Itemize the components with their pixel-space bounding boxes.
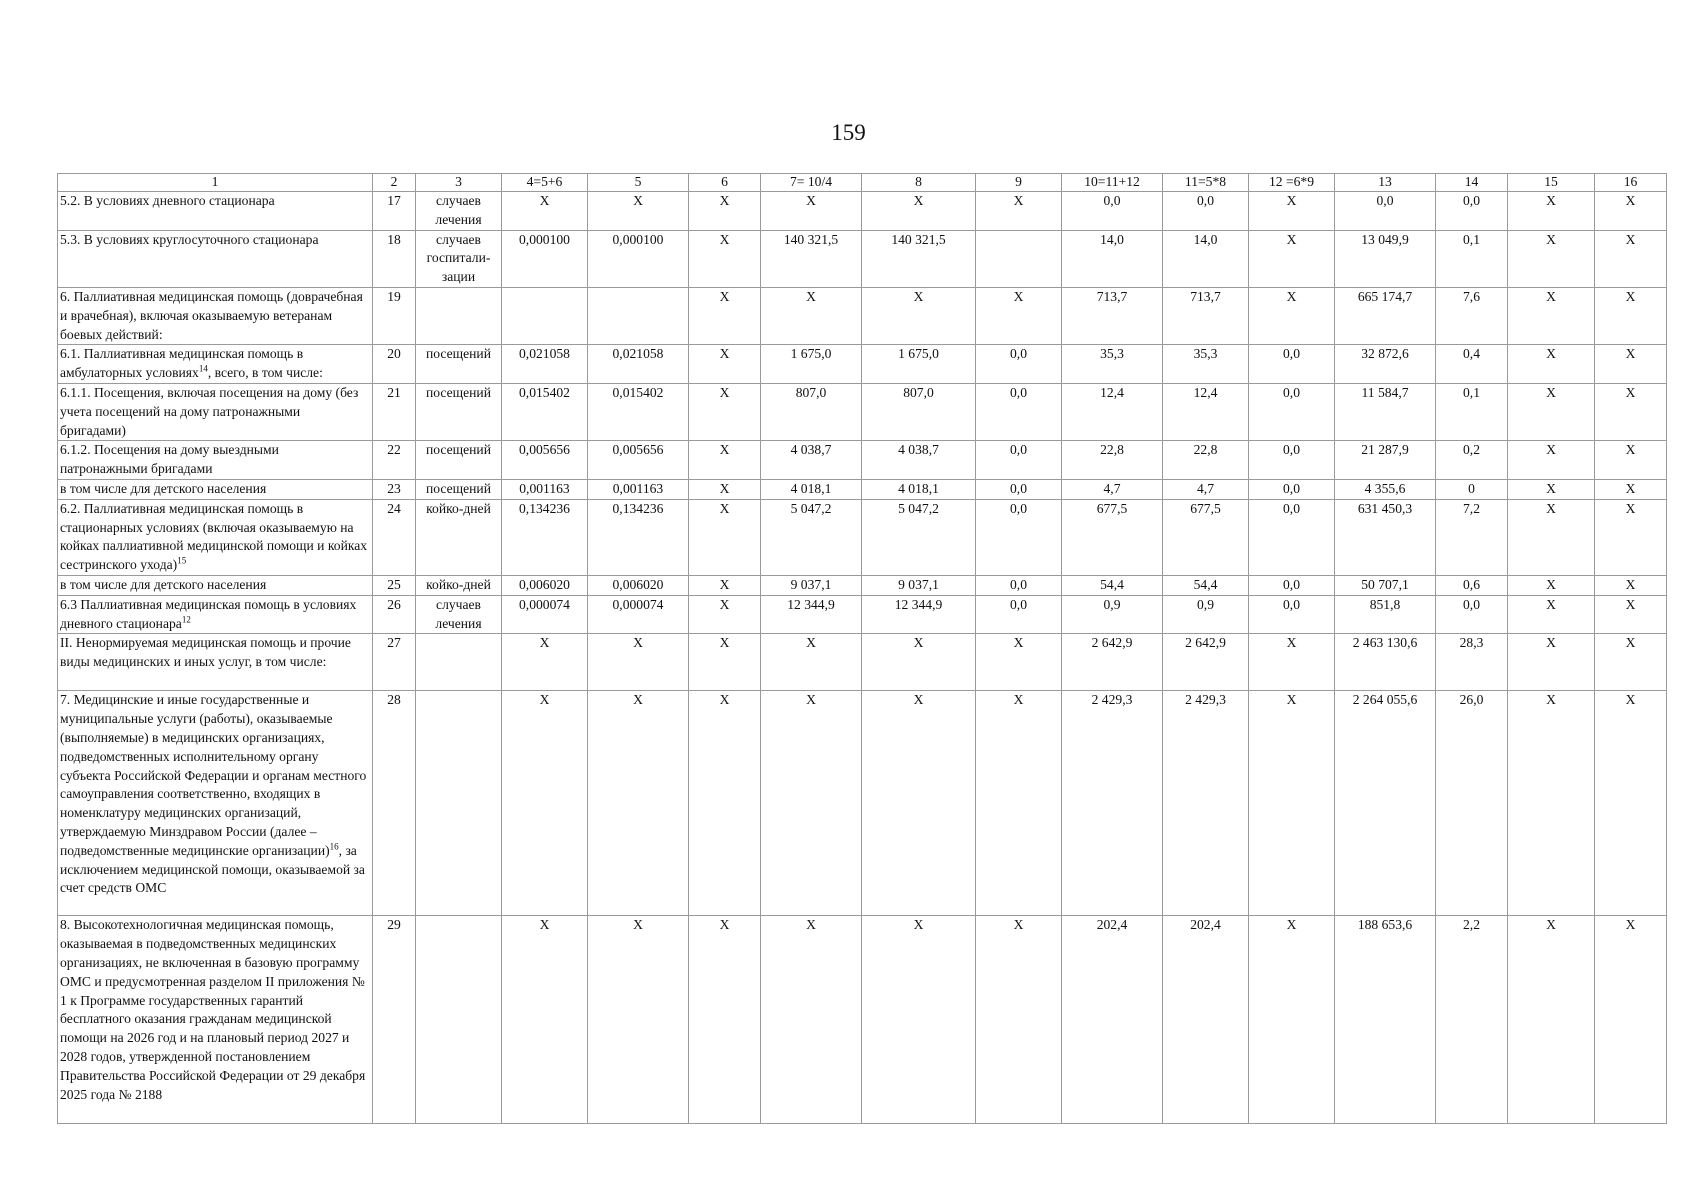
cell-c10: 202,4 [1062,916,1163,1124]
cell-c4: X [502,634,588,691]
cell-code: 29 [373,916,416,1124]
cell-c7: X [761,634,862,691]
cell-c15: X [1508,383,1595,440]
cell-code: 22 [373,441,416,480]
cell-c8: X [862,287,976,344]
cell-c4: 0,005656 [502,441,588,480]
row-name [58,192,373,231]
cell-c10: 54,4 [1062,575,1163,595]
table-row [58,287,1667,344]
row-name [58,383,373,440]
cell-c16: X [1595,595,1667,634]
header-cell: 10=11+12 [1062,174,1163,192]
row-name-text: 6.1. Паллиативная медицинская помощь в амбулаторных условиях [60,346,304,381]
cell-c11: 2 642,9 [1163,634,1249,691]
cell-c10: 713,7 [1062,287,1163,344]
cell-c14: 26,0 [1436,691,1508,916]
row-name-tail: , всего, в том числе: [207,365,323,381]
cell-c4: X [502,916,588,1124]
cell-c15: X [1508,691,1595,916]
cell-unit [416,634,502,691]
cell-code: 23 [373,479,416,499]
cell-c7: 9 037,1 [761,575,862,595]
cell-c9: 0,0 [976,479,1062,499]
cell-unit: случаев госпитали-зации [416,230,502,287]
cell-c6: X [689,479,761,499]
table-row [58,345,1667,384]
row-name-text: II. Ненормируемая медицинская помощь и прочие виды медицинских и иных услуг, в том числе: [60,635,351,670]
cell-c10: 2 642,9 [1062,634,1163,691]
cell-c4: 0,015402 [502,383,588,440]
cell-c13: 13 049,9 [1335,230,1436,287]
cell-c11: 54,4 [1163,575,1249,595]
header-cell: 8 [862,174,976,192]
cell-c14: 0,0 [1436,192,1508,231]
table-row [58,595,1667,634]
cell-c5: X [588,691,689,916]
header-cell: 6 [689,174,761,192]
cell-c6: X [689,691,761,916]
cell-c5: X [588,634,689,691]
cell-c14: 7,6 [1436,287,1508,344]
row-name-text: 6.1.1. Посещения, включая посещения на дому (без учета посещений на дому патронажными бригадами) [60,384,359,438]
cell-c7: 140 321,5 [761,230,862,287]
cell-unit: посещений [416,345,502,384]
cell-c14: 28,3 [1436,634,1508,691]
row-name-tail: , за исключением медицинской помощи, оказываемой за счет средств ОМС [60,842,365,896]
cell-c14: 2,2 [1436,916,1508,1124]
row-name [58,230,373,287]
cell-c13: 11 584,7 [1335,383,1436,440]
cell-c12: X [1249,916,1335,1124]
cell-c13: 50 707,1 [1335,575,1436,595]
row-name [58,287,373,344]
cell-c15: X [1508,287,1595,344]
cell-c9: X [976,691,1062,916]
cell-unit: койко-дней [416,499,502,575]
cell-c5: X [588,192,689,231]
cell-c9: 0,0 [976,383,1062,440]
cell-c11: 4,7 [1163,479,1249,499]
cell-c10: 12,4 [1062,383,1163,440]
cell-c6: X [689,345,761,384]
cell-c16: X [1595,287,1667,344]
cell-unit: случаев лечения [416,595,502,634]
row-name-text: 8. Высокотехнологичная медицинская помощь, оказываемая в подведомственных медицинских организациях, не включенная в базовую программу ОМС и предусмотренная разделом II приложения № 1 к Программе государственных гарантий бесплатного оказания гражданам медицинской помощи на 2026 год и на плановый период 2027 и 2028 годов, утвержденной постановлением Правительства Российской Федерации от 29 декабря 2025 года № 2188 [60,917,366,1102]
row-name-text: 5.3. В условиях круглосуточного стационара [60,231,319,247]
cell-c16: X [1595,192,1667,231]
cell-c12: X [1249,691,1335,916]
header-cell: 4=5+6 [502,174,588,192]
cell-c10: 14,0 [1062,230,1163,287]
cell-c13: 665 174,7 [1335,287,1436,344]
cell-c15: X [1508,230,1595,287]
header-cell: 1 [58,174,373,192]
cell-c14: 0,1 [1436,383,1508,440]
cell-c10: 22,8 [1062,441,1163,480]
header-cell: 5 [588,174,689,192]
cell-c13: 21 287,9 [1335,441,1436,480]
cell-c5: 0,001163 [588,479,689,499]
cell-c5: 0,000100 [588,230,689,287]
table-row [58,383,1667,440]
cell-c7: 5 047,2 [761,499,862,575]
cell-c14: 0,6 [1436,575,1508,595]
table-row [58,499,1667,575]
cell-c15: X [1508,575,1595,595]
cell-c12: 0,0 [1249,441,1335,480]
cell-c9: X [976,634,1062,691]
row-name-text: 6.2. Паллиативная медицинская помощь в стационарных условиях (включая оказываемую на койках паллиативной медицинской помощи и койках сестринского ухода) [60,500,368,573]
cell-code: 27 [373,634,416,691]
cell-c7: X [761,287,862,344]
cell-c15: X [1508,441,1595,480]
cell-c8: X [862,916,976,1124]
header-cell: 14 [1436,174,1508,192]
header-cell: 11=5*8 [1163,174,1249,192]
page-number: 159 [831,120,866,145]
cell-c14: 0,1 [1436,230,1508,287]
cell-c13: 188 653,6 [1335,916,1436,1124]
cell-c10: 4,7 [1062,479,1163,499]
cell-c11: 677,5 [1163,499,1249,575]
cell-c14: 0,0 [1436,595,1508,634]
cell-c7: X [761,691,862,916]
cell-c9: X [976,287,1062,344]
cell-c6: X [689,595,761,634]
cell-c12: 0,0 [1249,595,1335,634]
table-row [58,691,1667,916]
row-name [58,691,373,916]
cell-c16: X [1595,230,1667,287]
header-cell: 7= 10/4 [761,174,862,192]
cell-c4: X [502,192,588,231]
cell-c13: 631 450,3 [1335,499,1436,575]
table-row [58,192,1667,231]
footnote-ref: 16 [329,841,339,852]
cell-c8: 12 344,9 [862,595,976,634]
cell-c4: 0,006020 [502,575,588,595]
cell-unit: посещений [416,383,502,440]
cell-c5 [588,287,689,344]
cell-c4: 0,021058 [502,345,588,384]
cell-unit [416,691,502,916]
header-cell: 15 [1508,174,1595,192]
cell-c13: 2 463 130,6 [1335,634,1436,691]
cell-c16: X [1595,916,1667,1124]
cell-c5: 0,005656 [588,441,689,480]
cell-c13: 2 264 055,6 [1335,691,1436,916]
row-name-text: 6.1.2. Посещения на дому выездными патронажными бригадами [60,442,279,477]
cell-c6: X [689,287,761,344]
row-name [58,441,373,480]
cell-code: 21 [373,383,416,440]
cell-c12: 0,0 [1249,499,1335,575]
cell-c10: 0,0 [1062,192,1163,231]
cell-c6: X [689,634,761,691]
row-name-text: в том числе для детского населения [60,576,267,592]
row-name [58,575,373,595]
cell-c8: 9 037,1 [862,575,976,595]
cell-c4: X [502,691,588,916]
cell-c9: 0,0 [976,575,1062,595]
cell-c13: 4 355,6 [1335,479,1436,499]
cell-c12: X [1249,634,1335,691]
row-name-text: 7. Медицинские и иные государственные и муниципальные услуги (работы), оказываемые (выполняемые) в медицинских организациях, подведомственных исполнительному органу субъекта Российской Федерации и органам местного самоуправления соответственно, входящих в номенклатуру медицинских организаций, утверждаемую Минздравом России (далее – подведомственные медицинские организации) [60,692,367,858]
cell-c8: X [862,634,976,691]
cell-c15: X [1508,499,1595,575]
cell-c10: 35,3 [1062,345,1163,384]
cell-code: 25 [373,575,416,595]
cell-code: 19 [373,287,416,344]
cell-c12: X [1249,287,1335,344]
cell-c12: 0,0 [1249,479,1335,499]
table-row [58,441,1667,480]
cell-c11: 0,0 [1163,192,1249,231]
header-cell: 2 [373,174,416,192]
cell-c9 [976,230,1062,287]
footnote-ref: 15 [177,555,187,566]
cell-c7: 4 038,7 [761,441,862,480]
header-cell: 9 [976,174,1062,192]
cell-c8: 807,0 [862,383,976,440]
table-row [58,479,1667,499]
table-row [58,634,1667,691]
cell-c14: 0,4 [1436,345,1508,384]
cell-c10: 2 429,3 [1062,691,1163,916]
header-cell: 12 =6*9 [1249,174,1335,192]
header-cell: 3 [416,174,502,192]
cell-c15: X [1508,634,1595,691]
cell-c9: X [976,916,1062,1124]
cell-c5: 0,021058 [588,345,689,384]
cell-c16: X [1595,691,1667,916]
cell-c16: X [1595,499,1667,575]
cell-c7: X [761,192,862,231]
cell-c11: 35,3 [1163,345,1249,384]
cell-unit: случаев лечения [416,192,502,231]
cell-code: 26 [373,595,416,634]
cell-c7: 12 344,9 [761,595,862,634]
cell-code: 24 [373,499,416,575]
cell-c13: 851,8 [1335,595,1436,634]
cell-c7: 4 018,1 [761,479,862,499]
cell-c14: 0,2 [1436,441,1508,480]
cell-c12: X [1249,192,1335,231]
cell-c9: 0,0 [976,345,1062,384]
cell-c4: 0,000100 [502,230,588,287]
cell-c6: X [689,441,761,480]
cell-c15: X [1508,595,1595,634]
cell-code: 28 [373,691,416,916]
cell-c10: 677,5 [1062,499,1163,575]
cell-c11: 202,4 [1163,916,1249,1124]
row-name [58,595,373,634]
cell-c6: X [689,192,761,231]
row-name [58,499,373,575]
cell-code: 18 [373,230,416,287]
cell-c6: X [689,383,761,440]
row-name [58,634,373,691]
cell-c8: 5 047,2 [862,499,976,575]
cell-c16: X [1595,479,1667,499]
cell-code: 20 [373,345,416,384]
cell-c7: X [761,916,862,1124]
cell-c7: 1 675,0 [761,345,862,384]
cell-c6: X [689,575,761,595]
cell-c13: 32 872,6 [1335,345,1436,384]
cell-c5: 0,006020 [588,575,689,595]
cell-unit: посещений [416,479,502,499]
header-cell: 16 [1595,174,1667,192]
row-name [58,479,373,499]
cell-code: 17 [373,192,416,231]
footnote-ref: 12 [181,614,191,624]
cell-unit: койко-дней [416,575,502,595]
cell-c8: 4 038,7 [862,441,976,480]
cell-c13: 0,0 [1335,192,1436,231]
cell-c4 [502,287,588,344]
cell-unit [416,287,502,344]
cell-c12: 0,0 [1249,383,1335,440]
cell-c15: X [1508,916,1595,1124]
row-name-text: 6.3 Паллиативная медицинская помощь в условиях дневного стационара [60,596,357,631]
cell-c16: X [1595,575,1667,595]
header-row [58,174,1667,192]
cell-c4: 0,001163 [502,479,588,499]
cell-c5: X [588,916,689,1124]
table-row [58,575,1667,595]
cell-c12: 0,0 [1249,575,1335,595]
cell-c14: 0 [1436,479,1508,499]
cell-c15: X [1508,345,1595,384]
cell-c9: X [976,192,1062,231]
row-name-text: 5.2. В условиях дневного стационара [60,193,275,208]
cell-c16: X [1595,634,1667,691]
header-cell: 13 [1335,174,1436,192]
cell-c8: X [862,192,976,231]
cell-unit: посещений [416,441,502,480]
cell-c16: X [1595,345,1667,384]
cell-c11: 0,9 [1163,595,1249,634]
cell-c6: X [689,916,761,1124]
cell-c4: 0,134236 [502,499,588,575]
footnote-ref: 14 [198,363,208,374]
norms-table [57,173,1667,1124]
cell-c9: 0,0 [976,441,1062,480]
cell-c8: X [862,691,976,916]
table-row [58,230,1667,287]
cell-c12: 0,0 [1249,345,1335,384]
cell-c8: 4 018,1 [862,479,976,499]
cell-c9: 0,0 [976,499,1062,575]
cell-c5: 0,000074 [588,595,689,634]
cell-c15: X [1508,192,1595,231]
cell-c9: 0,0 [976,595,1062,634]
cell-c14: 7,2 [1436,499,1508,575]
cell-c6: X [689,230,761,287]
row-name-text: 6. Паллиативная медицинская помощь (доврачебная и врачебная), включая оказываемую ветеранам боевых действий: [60,288,363,342]
row-name-text: в том числе для детского населения [60,480,267,496]
cell-c5: 0,015402 [588,383,689,440]
cell-c10: 0,9 [1062,595,1163,634]
table-row [58,916,1667,1124]
cell-c4: 0,000074 [502,595,588,634]
row-name [58,345,373,384]
cell-c11: 2 429,3 [1163,691,1249,916]
cell-c16: X [1595,383,1667,440]
cell-unit [416,916,502,1124]
cell-c11: 713,7 [1163,287,1249,344]
cell-c6: X [689,499,761,575]
cell-c7: 807,0 [761,383,862,440]
cell-c11: 12,4 [1163,383,1249,440]
cell-c15: X [1508,479,1595,499]
cell-c8: 140 321,5 [862,230,976,287]
cell-c11: 14,0 [1163,230,1249,287]
cell-c8: 1 675,0 [862,345,976,384]
cell-c11: 22,8 [1163,441,1249,480]
cell-c5: 0,134236 [588,499,689,575]
cell-c12: X [1249,230,1335,287]
cell-c16: X [1595,441,1667,480]
row-name [58,916,373,1124]
